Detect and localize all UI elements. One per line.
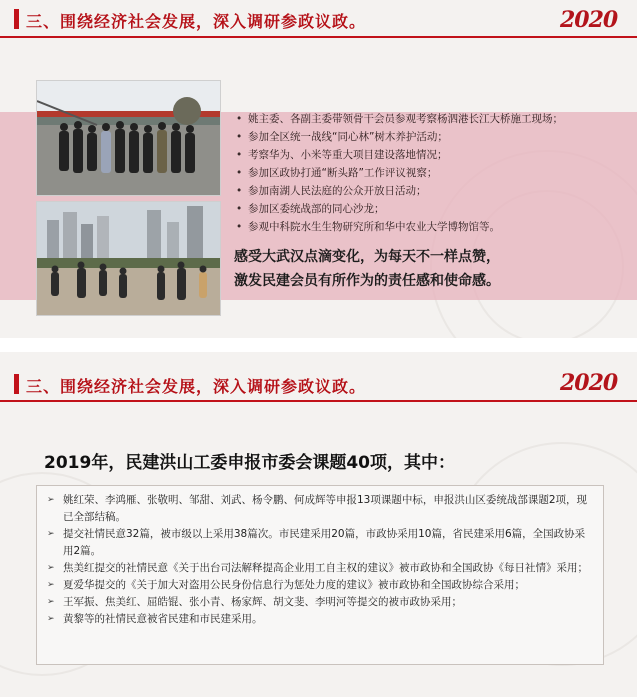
topic-item: ➢ 焦美红提交的社情民意《关于出台司法解释提高企业用工自主权的建议》被市政协和全国政协《每日社情》采用；	[47, 560, 595, 577]
header-accent-bar	[14, 9, 19, 29]
header-accent-bar	[14, 374, 19, 394]
activity-item: • 参加南湖人民法庭的公众开放日活动；	[236, 182, 631, 200]
activity-item: • 姚主委、各副主委带领骨干会员参观考察杨泗港长江大桥施工现场；	[236, 110, 631, 128]
activity-item: • 参加区委统战部的同心沙龙；	[236, 200, 631, 218]
highlight-line-2: 激发民建会员有所作为的责任感和使命感。	[234, 273, 500, 289]
topic-item: ➢ 提交社情民意32篇，被市级以上采用38篇次。市民建采用20篇，市政协采用10篇，省民建采用6篇，全国政协采用2篇。	[47, 526, 595, 560]
topics-heading: 2019年，民建洪山工委申报市委会课题40项，其中：	[44, 453, 455, 473]
topic-item: ➢ 王军振、焦美红、屈皓锟、张小青、杨家辉、胡文斐、李明河等提交的被市政协采用；	[47, 594, 595, 611]
group-photo-image	[37, 81, 220, 195]
slide-1	[0, 0, 637, 338]
topics-list	[47, 492, 595, 628]
header-rule	[0, 400, 637, 402]
slide-1-header	[0, 0, 637, 38]
slide-gap	[0, 338, 637, 352]
header-rule	[0, 36, 637, 38]
group-photo	[36, 80, 221, 196]
delegation-photo	[36, 201, 221, 316]
year-logo: 2020	[560, 7, 618, 33]
activity-list	[236, 110, 631, 236]
section-title: 三、围绕经济社会发展，深入调研参政议政。	[26, 377, 367, 396]
topic-item: ➢ 夏爱华提交的《关于加大对盗用公民身份信息行为惩处力度的建议》被市政协和全国政协综合采用；	[47, 577, 595, 594]
topic-item: ➢ 黄黎等的社情民意被省民建和市民建采用。	[47, 611, 595, 628]
activity-item: • 参加全区统一战线“同心林”树木养护活动；	[236, 128, 631, 146]
activity-item: • 参观中科院水生生物研究所和华中农业大学博物馆等。	[236, 218, 631, 236]
delegation-photo-image	[37, 202, 220, 315]
activity-item: • 考察华为、小米等重大项目建设落地情况；	[236, 146, 631, 164]
activity-item: • 参加区政协打通“断头路”工作评议视察；	[236, 164, 631, 182]
year-logo: 2020	[560, 370, 618, 396]
topic-item: ➢ 姚红荣、李鸿雁、张敬明、邹甜、刘武、杨令鹏、何成辉等申报13项课题中标，申报洪山区委统战部课题2项，现已全部结稿。	[47, 492, 595, 526]
slide-2-header	[0, 352, 637, 396]
section-title: 三、围绕经济社会发展，深入调研参政议政。	[26, 12, 367, 31]
highlight-line-1: 感受大武汉点滴变化，为每天不一样点赞，	[234, 249, 500, 265]
